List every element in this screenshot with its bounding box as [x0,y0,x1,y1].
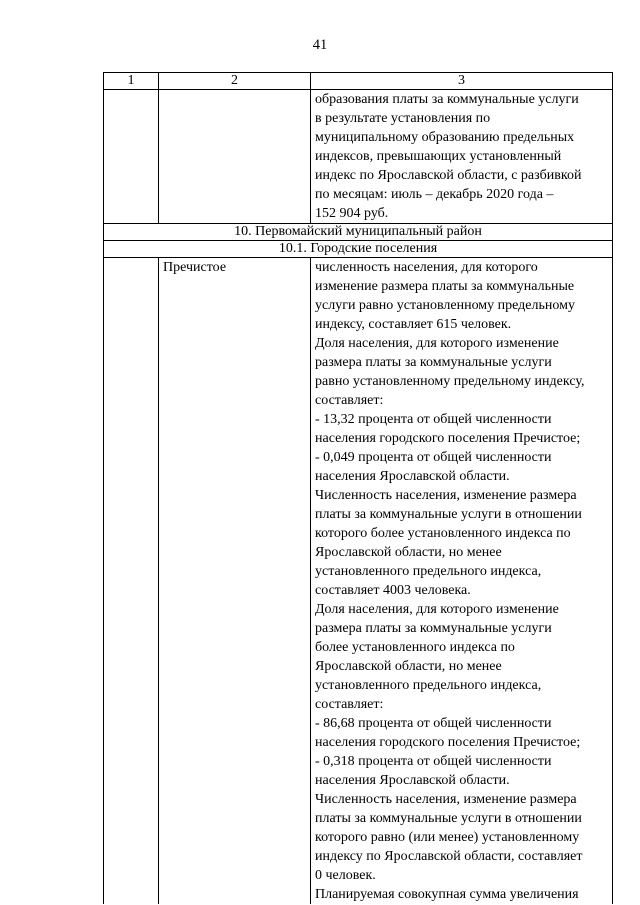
text-line: более установленного индекса по [315,640,515,655]
text-line: индексу, составляет 615 человек. [315,317,512,332]
text-line: Доля населения, для которого изменение [315,336,559,351]
cell-empty [104,90,159,224]
cell-empty [159,90,311,224]
text-line: которого равно (или менее) установленному [315,830,580,845]
text-line: Численность населения, изменение размера [315,792,577,807]
text-line: - 86,68 процента от общей численности [315,716,552,731]
text-line: индексов, превышающих установленный [315,149,562,164]
cell-empty [104,258,159,905]
text-line: размера платы за коммунальные услуги [315,355,552,370]
text-line: 0 человек. [315,868,376,883]
cell-description [311,90,613,224]
table-row-continuation [104,90,613,224]
text-line: равно установленному предельному индексу, [315,374,585,389]
text-line: которого более установленного индекса по [315,526,571,541]
text-line: Ярославской области, но менее [315,545,502,560]
text-line: платы за коммунальные услуги в отношении [315,811,582,826]
table-header-row [104,73,613,90]
page-number: 41 [312,37,328,53]
text-line: Планируемая совокупная сумма увеличения [315,887,579,902]
text-line: изменение размера платы за коммунальные [315,279,575,294]
text-line: размера платы за коммунальные услуги [315,621,552,636]
column-number-2: 2 [159,73,311,90]
cell-description [311,258,613,905]
text-line: Численность населения, изменение размера [315,488,577,503]
column-number-1: 1 [104,73,159,90]
text-line: образования платы за коммунальные услуги [315,92,579,107]
text-line: индексу по Ярославской области, составляет [315,849,583,864]
text-line: установленного предельного индекса, [315,564,542,579]
data-table [103,72,613,904]
text-line: - 13,32 процента от общей численности [315,412,552,427]
text-line: муниципальному образованию предельных [315,130,575,145]
section-title: 10. Первомайский муниципальный район [104,224,613,241]
text-line: - 0,318 процента от общей численности [315,754,552,769]
column-number-3: 3 [311,73,613,90]
subsection-row [104,241,613,258]
text-line: населения городского поселения Пречистое; [315,431,581,446]
text-line: численность населения, для которого [315,260,538,275]
text-line: составляет: [315,697,384,712]
subsection-title: 10.1. Городские поселения [104,241,613,258]
text-line: индекс по Ярославской области, с разбивкой [315,168,582,183]
text-line: Доля населения, для которого изменение [315,602,559,617]
text-line: в результате установления по [315,111,491,126]
text-line: составляет: [315,393,384,408]
settlement-name: Пречистое [159,258,311,905]
table-row-settlement [104,258,613,905]
text-line: - 0,049 процента от общей численности [315,450,552,465]
text-line: населения Ярославской области. [315,773,510,788]
text-line: установленного предельного индекса, [315,678,542,693]
text-line: составляет 4003 человека. [315,583,471,598]
text-line: платы за коммунальные услуги в отношении [315,507,582,522]
text-line: услуги равно установленному предельному [315,298,575,313]
section-row [104,224,613,241]
text-line: 152 904 руб. [315,206,389,221]
text-line: Ярославской области, но менее [315,659,502,674]
text-line: населения городского поселения Пречистое; [315,735,581,750]
text-line: по месяцам: июль – декабрь 2020 года – [315,187,554,202]
text-line: населения Ярославской области. [315,469,510,484]
